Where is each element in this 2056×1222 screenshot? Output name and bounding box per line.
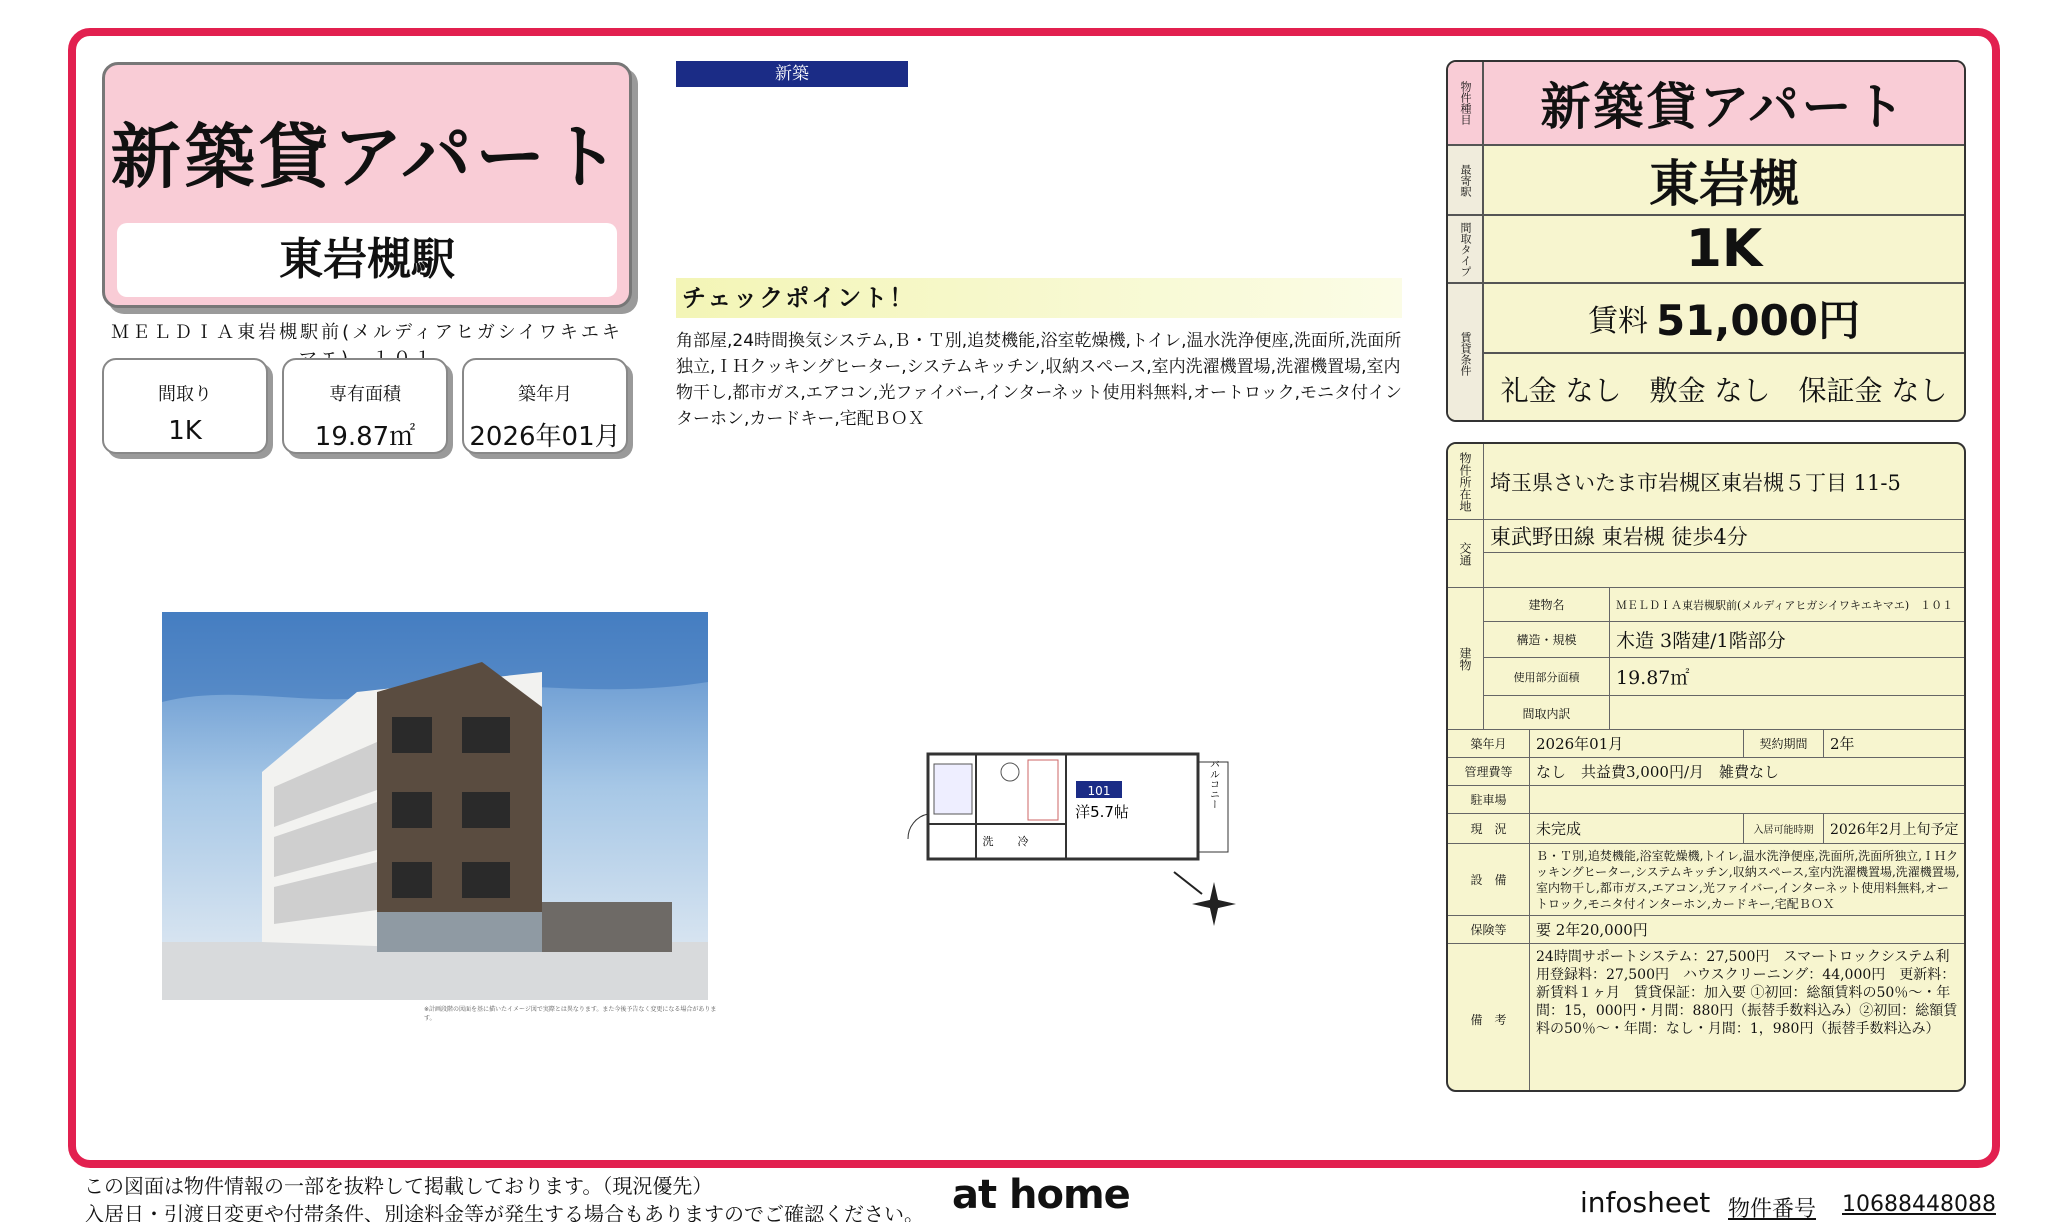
summary-row-rent xyxy=(1448,284,1964,422)
checkpoint-body: 角部屋,24時間換気システム,Ｂ・Ｔ別,追焚機能,浴室乾燥機,トイレ,温水洗浄便座,洗面所,洗面所独立,ＩＨクッキングヒーター,システムキッチン,収納スペース,室内洗濯機置場,洗濯機置場,室内物干し,都市ガス,エアコン,光ファイバー,インターネット使用料無料,オートロック,モニタ付インターホン,カードキー,宅配ＢＯＸ xyxy=(676,331,1403,429)
photo-caption: ※計画段階の図面を基に描いたイメージ図で実際とは異なります。また今後予告なく変更になる場合があります。 xyxy=(424,1006,717,1022)
title-card xyxy=(102,62,632,308)
remarks-header: 備 考 xyxy=(1448,944,1530,1092)
insurance-value: 要 2年20,000円 xyxy=(1536,921,1648,939)
row-label: 物件種目 xyxy=(1448,62,1484,144)
room-label: 洋5.7帖 xyxy=(1075,803,1129,821)
summary-table xyxy=(1446,60,1966,422)
contract-header: 契約期間 xyxy=(1744,730,1824,757)
balcony-label: バルコニー xyxy=(1207,759,1219,809)
access-value: 東武野田線 東岩槻 徒歩4分 xyxy=(1484,520,1964,553)
bldg-name-value: ＭＥＬＤＩＡ東岩槻駅前(メルディアヒガシイワキエキマエ) １０１ xyxy=(1610,588,1964,622)
movein-header: 入居可能時期 xyxy=(1744,814,1824,843)
row-fees xyxy=(1448,758,1964,786)
contract-value: 2年 xyxy=(1830,735,1855,753)
summary-rent xyxy=(1484,284,1964,354)
fees-header: 管理費等 xyxy=(1448,758,1530,785)
property-type-title: 新築貸アパート xyxy=(110,115,624,198)
washer-label: 洗 xyxy=(982,835,994,848)
remarks-value: 24時間サポートシステム：27,500円 スマートロックシステム利用登録料：27,500円 ハウスクリーニング：44,000円 更新料：新賃料１ヶ月 賃貸保証：加入要 ①初回：総額賃料の50％～・年間：15，000円・月間：880円（振替手数料込み）②初回：総額賃料の50％～・年間：なし・月間：1，980円（振替手数料込み） xyxy=(1536,949,1958,1037)
summary-type: 新築貸アパート xyxy=(1484,62,1964,144)
built-value: 2026年01月 xyxy=(1530,730,1744,757)
spec-label: 専有面積 xyxy=(329,384,401,405)
building-illustration xyxy=(162,612,708,1000)
structure-value: 木造 3階建/1階部分 xyxy=(1610,622,1964,658)
building-photo xyxy=(162,612,708,1000)
rooms-header: 間取内訳 xyxy=(1484,696,1610,730)
row-built xyxy=(1448,730,1964,758)
row-building xyxy=(1448,588,1964,730)
row-remarks xyxy=(1448,944,1964,1092)
spec-area xyxy=(282,358,448,454)
row-parking xyxy=(1448,786,1964,814)
building-name: ＭＥＬＤＩＡ東岩槻駅前(メルディアヒガシイワキエキ xyxy=(111,322,623,343)
rent-prefix: 賃料 xyxy=(1587,304,1648,339)
row-status xyxy=(1448,814,1964,844)
spec-value: 1K xyxy=(168,416,202,446)
summary-row-type xyxy=(1448,62,1964,146)
equipment-value: Ｂ・Ｔ別,追焚機能,浴室乾燥機,トイレ,温水洗浄便座,洗面所,洗面所独立,ＩＨクッキングヒーター,システムキッチン,収納スペース,室内洗濯機置場,洗濯機置場,室内物干し,都市ガス,エアコン,光ファイバー,インターネット使用料無料,オートロック,モニタ付インターホン,カードキー,宅配ＢＯＸ xyxy=(1536,848,1960,911)
summary-row-layout xyxy=(1448,216,1964,284)
equipment-header: 設 備 xyxy=(1448,844,1530,915)
fees-value: なし 共益費3,000円/月 雑費なし xyxy=(1536,763,1779,781)
compass-icon xyxy=(1174,872,1236,926)
address-value: 埼玉県さいたま市岩槻区東岩槻５丁目 11-5 xyxy=(1490,470,1901,495)
row-label: 物件所在地 xyxy=(1448,444,1484,519)
row-label: 賃貸条件 xyxy=(1448,284,1484,422)
details-table xyxy=(1446,442,1966,1092)
row-label: 間取タイプ xyxy=(1448,216,1484,282)
row-label: 建物 xyxy=(1448,588,1484,729)
status-header: 現 況 xyxy=(1448,814,1530,843)
infosheet-label: infosheet xyxy=(1580,1186,1711,1219)
summary-station: 東岩槻 xyxy=(1649,155,1799,213)
floor-plan xyxy=(898,744,1248,934)
insurance-header: 保険等 xyxy=(1448,916,1530,943)
station-title: 東岩槻駅 xyxy=(117,223,617,297)
status-value: 未完成 xyxy=(1530,814,1744,843)
spec-built xyxy=(462,358,628,454)
floor-plan-drawing xyxy=(898,744,1248,934)
row-label: 交通 xyxy=(1448,520,1484,587)
footer-note xyxy=(84,1172,924,1222)
row-insurance xyxy=(1448,916,1964,944)
new-badge: 新築 xyxy=(676,61,908,87)
property-number: 10688448088 xyxy=(1842,1192,1996,1217)
spec-value: 19.87㎡ xyxy=(314,422,416,452)
row-address xyxy=(1448,444,1964,520)
spec-label: 間取り xyxy=(158,384,212,405)
area-value: 19.87㎡ xyxy=(1610,658,1964,696)
row-label: 最寄駅 xyxy=(1448,146,1484,214)
row-equipment xyxy=(1448,844,1964,916)
spec-value: 2026年01月 xyxy=(469,422,621,452)
athome-logo: at home xyxy=(952,1172,1130,1218)
fridge-label: 冷 xyxy=(1017,835,1029,848)
summary-layout: 1K xyxy=(1685,219,1763,279)
footer-note-line2: 入居日・引渡日変更や付帯条件、別途料金等が発生する場合もありますのでご確認ください。 xyxy=(84,1202,924,1222)
parking-header: 駐車場 xyxy=(1448,786,1530,813)
rent-value: 51,000円 xyxy=(1655,296,1861,345)
area-header: 使用部分面積 xyxy=(1484,658,1610,696)
movein-value: 2026年2月上旬予定 xyxy=(1830,821,1959,838)
bldg-name-header: 建物名 xyxy=(1484,588,1610,622)
row-access xyxy=(1448,520,1964,588)
room-number: 101 xyxy=(1087,784,1111,798)
footer-note-line1: この図面は物件情報の一部を抜粋して掲載しております。（現況優先） xyxy=(84,1174,713,1198)
summary-conditions: 礼金 なし 敷金 なし 保証金 なし xyxy=(1500,374,1948,407)
property-number-label: 物件番号 xyxy=(1728,1197,1817,1222)
built-header: 築年月 xyxy=(1448,730,1530,757)
structure-header: 構造・規模 xyxy=(1484,622,1610,658)
spec-layout xyxy=(102,358,268,454)
summary-row-station xyxy=(1448,146,1964,216)
checkpoint-title: チェックポイント！ xyxy=(676,278,1402,318)
spec-label: 築年月 xyxy=(518,384,572,405)
